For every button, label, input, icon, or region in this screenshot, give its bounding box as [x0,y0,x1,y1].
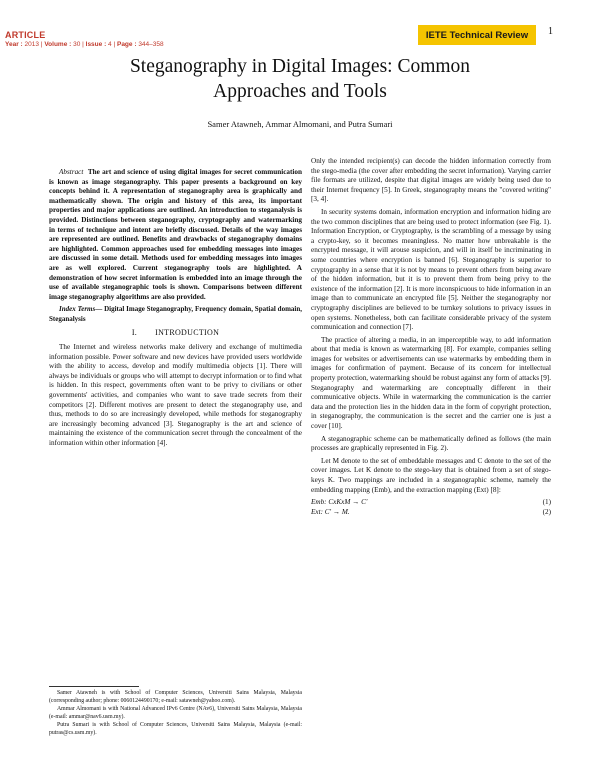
article-label: ARTICLE [5,30,46,40]
year-label: Year : [5,41,23,48]
equation-1 [311,498,551,508]
abstract-text: The art and science of using digital images for secret communication is known as image steganography. This paper presents a background on key concepts behind it. A representation of steganography area is graphically and mathematically shown. The origin and history of this area, its important properties and major applications are outlined. An introduction to steganalysis is provided. Distinctions between steganography, cryptography and watermarking in terms of technique and intent are briefly discussed. Details of the way images are represented are outlined. Benefits and drawbacks of steganography domains are highlighted. Common approaches used for embedding messages into images are discussed in some detail. Methods used for embedding messages into images are as well explored. Current steganography tools are highlighted. A demonstration of how secret information is embedded into an image through the use of available steganographic tools is shown. Comparisons between different image steganography algorithms are also provided. [49,168,303,301]
footnote-2: Ammar Almomani is with National Advanced IPv6 Centre (NAv6), Universiti Sains Malaysia, Malaysia (e-mail: ammar@nav6.usm.my). [49,706,302,720]
volume-label: Volume : [44,41,72,48]
title-line-1: Steganography in Digital Images: Common [129,56,471,77]
footnote-divider [49,686,139,687]
footnote-1: Samer Atawneh is with School of Computer Sciences, Universiti Sains Malaysia, Malaysia (corresponding author; phone: 0060124490170; e-mail: satawneh@yahoo.com). [49,690,302,704]
intro-paragraph: The Internet and wireless networks make delivery and exchange of multimedia information possible. Power software and new devices have provided users worldwide with the ability to access, develop and modify multimedia objects [1]. There will always be individuals or groups who will attempt to decrypt information or to find what is hidden. In this respect, governments often want to be privy to civilians or other governments' activities, and companies who want to save trade secrets from their competitors [2]. Different motives are present to detect the steganography use, and thus, methods to do so are increasingly developed, while methods for steganography are increasingly becoming advanced [3]. Steganography is the art and science of maintaining the existence of the communication secret through the concealment of the information within other information [4]. [49,343,302,448]
paper-title [60,54,540,104]
abstract-label: Abstract [59,168,84,176]
paragraph-1: Only the intended recipient(s) can decode the hidden information correctly from the stego-media (the cover after embedding the secret information). Varying carrier file formats are utilized, despite that digital images are widely being used due to their Internet frequency [5]. In Greek, steganography means the "covered writing" [3, 4]. [311,157,551,204]
issue-label: Issue : [85,41,107,48]
paragraph-3: The practice of altering a media, in an imperceptible way, to add information about that media is known as watermarking [8]. For example, companies selling images for websites or advertisements can use watermarks by embedding them in images for confirmation of payment. Because of its concern for intellectual property protection, watermarking should be robust against any form of attacks [9]. Steganography and watermarking are conceptually different in their communicative objects. While in watermarking the communication is the carrier data and the protection lies in the hidden data in the form of copyright protection, in steganography, the communication is the secret and the carrier one is just a cover [10]. [311,335,551,431]
paragraph-2: In security systems domain, information encryption and information hiding are the two common disciplines that are being used to protect information (see Fig. 1). Information Encryption, or Cryptography, is the scrambling of a message by using a crypto-key, so it becomes meaningless. No matter how unbreakable is the encrypted message, it will arouse suspicion, and will in itself be incriminating in some countries where encryption is banned [6]. Steganography is superior to cryptography in a sense that it is not by means to prevent others from being aware of the hidden information, but it is to prevent them from being privy to the existence of the information [2]. It is more inconspicuous to hide information in an image than to communicate an encrypted file [5]. Neither the steganography nor cryptography disciplines are believed to be turnkey solutions to privacy issues in open systems. Nonetheless, both can facilitate considerable privacy of the system communication and connection [7]. [311,207,551,332]
equation-2 [311,508,551,518]
section-heading-introduction [49,328,302,338]
index-terms [49,305,302,324]
section-numeral: I. [131,327,138,337]
index-terms-text: Digital Image Steganography, Frequency domain, Spatial domain, Steganalysis [49,305,302,323]
pages-value: 344–358 [138,41,164,48]
paragraph-5: Let M denote to the set of embeddable messages and C denote to the set of the cover images. Let K denote to the stego-key that is obtained from a set of stego-keys K. Two mappings are included in a steganographic scheme, namely the embedding mapping (Emb), and the extraction mapping (Ext) [8]: [311,456,551,494]
page-label: Page : [116,41,137,48]
section-title: INTRODUCTION [155,327,220,337]
title-line-2: Approaches and Tools [213,81,387,102]
volume-value: 30 [73,41,81,48]
issue-value: 4 [108,41,112,48]
paragraph-4: A steganographic scheme can be mathematically defined as follows (the main processes are graphically represented in Fig. 2). [311,434,551,453]
equation-1-body: Emb: CxKxM → C' [311,498,368,507]
equation-1-number: (1) [542,498,551,507]
authors: Samer Atawneh, Ammar Almomani, and Putra Sumari [207,119,393,129]
equation-2-body: Ext: C' → M. [311,507,350,516]
issue-metadata: Year : 2013 | Volume : 30 | Issue : 4 | Page : 344–358 [5,41,164,48]
index-terms-label: Index Terms— [59,305,103,314]
left-column [49,168,302,452]
footnotes [49,690,302,738]
journal-badge: IETE Technical Review [418,25,536,45]
abstract [49,168,302,302]
footnote-3: Putra Sumari is with School of Computer Sciences, Universiti Sains Malaysia, Malaysia (e-mail: putras@cs.usm.my). [49,722,302,736]
equation-2-number: (2) [542,507,551,516]
right-column [311,157,551,517]
year-value: 2013 [24,41,39,48]
page-number: 1 [548,26,553,37]
